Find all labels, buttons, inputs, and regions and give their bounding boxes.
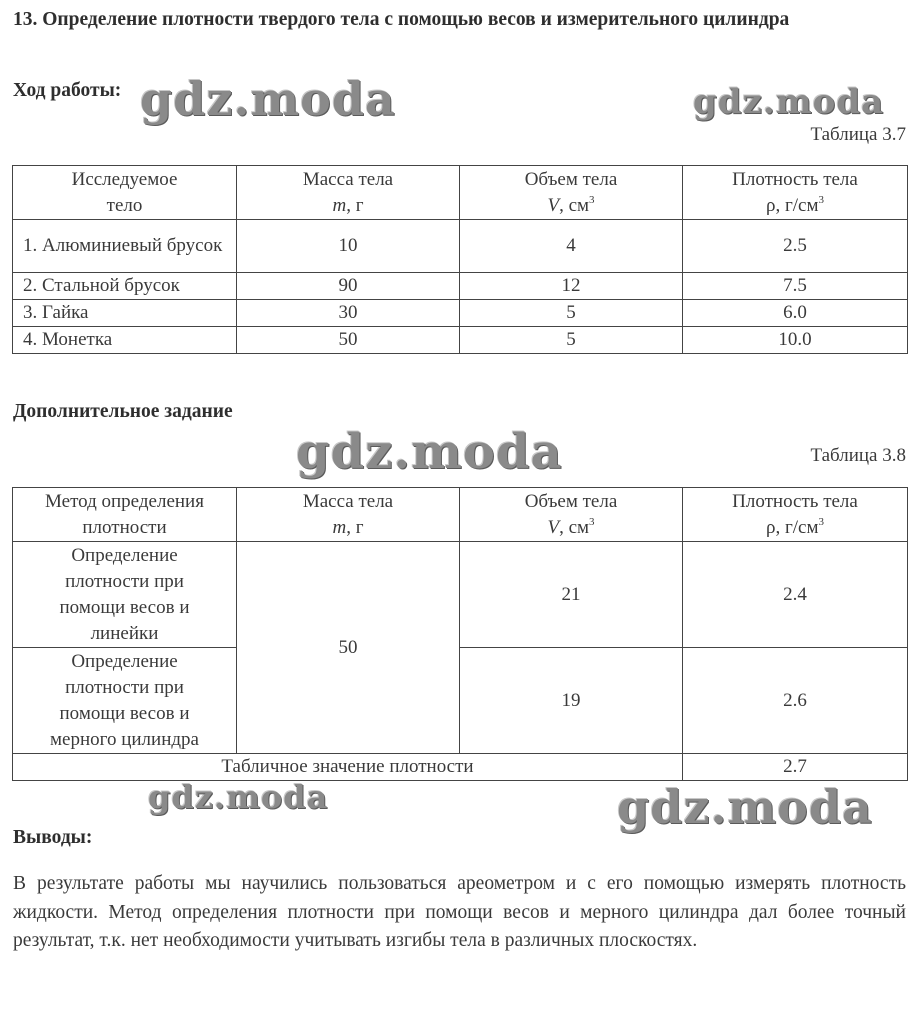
density-value: 10.0 [683, 327, 908, 354]
object-name: 2. Стальной брусок [13, 273, 237, 300]
volume-value: 5 [460, 327, 683, 354]
page-title: 13. Определение плотности твердого тела с помощью весов и измерительного цилиндра [13, 9, 790, 30]
watermark-1: gdz.moda [140, 72, 396, 126]
table-row [13, 273, 908, 300]
table2-caption: Таблица 3.8 [810, 445, 906, 466]
watermark-4: gdz.moda [148, 778, 329, 816]
volume-value: 4 [460, 220, 683, 273]
table2-header-row [13, 488, 908, 542]
table-row [13, 327, 908, 354]
table1-header-object: Исследуемое тело [13, 166, 237, 220]
table-row [13, 648, 908, 754]
watermark-5: gdz.moda [617, 780, 873, 834]
table-3-8 [12, 487, 908, 781]
table-3-7 [12, 165, 908, 354]
table-row [13, 542, 908, 648]
table-row [13, 754, 908, 781]
table2-header-density: Плотность тела ρ, $г/см^3$ [683, 488, 908, 542]
object-name: 1. Алюминиевый брусок [13, 220, 237, 273]
density-value: 2.4 [683, 542, 908, 648]
table2-header-mass: Масса тела m, г [237, 488, 460, 542]
density-value: 6.0 [683, 300, 908, 327]
volume-value: 19 [460, 648, 683, 754]
method-name: Определение плотности при помощи весов и линейки [13, 542, 237, 648]
density-value: 2.5 [683, 220, 908, 273]
table1-header-mass: Масса тела m, г [237, 166, 460, 220]
method-name: Определение плотности при помощи весов и мерного цилиндра [13, 648, 237, 754]
volume-value: 12 [460, 273, 683, 300]
mass-value: 90 [237, 273, 460, 300]
mass-value: 30 [237, 300, 460, 327]
table1-header-row [13, 166, 908, 220]
density-value: 7.5 [683, 273, 908, 300]
object-name: 3. Гайка [13, 300, 237, 327]
table1-header-volume: Объем тела V, $см^3$ [460, 166, 683, 220]
extra-task-heading: Дополнительное задание [13, 401, 233, 422]
conclusions-text: В результате работы мы научились пользоваться ареометром и с его помощью измерять плотность жидкости. Метод определения плотности при помощи весов и мерного цилиндра дал более точный результат, т.к. нет необходимости учитывать изгибы тела в различных плоскостях. [13, 873, 906, 951]
table-value-label: Табличное значение плотности [13, 754, 683, 781]
volume-value: 21 [460, 542, 683, 648]
table-value: 2.7 [683, 754, 908, 781]
table2-header-method: Метод определения плотности [13, 488, 237, 542]
volume-value: 5 [460, 300, 683, 327]
density-value: 2.6 [683, 648, 908, 754]
mass-value: 10 [237, 220, 460, 273]
shared-mass-value: 50 [237, 542, 460, 754]
object-name: 4. Монетка [13, 327, 237, 354]
table-row [13, 300, 908, 327]
table1-caption: Таблица 3.7 [810, 124, 906, 145]
conclusions-heading: Выводы: [13, 827, 93, 848]
watermark-2: gdz.moda [693, 82, 885, 122]
progress-heading: Ход работы: [13, 80, 122, 101]
watermark-3: gdz.moda [296, 424, 563, 480]
table-row [13, 220, 908, 273]
table1-header-density: Плотность тела ρ, $г/см^3$ [683, 166, 908, 220]
mass-value: 50 [237, 327, 460, 354]
table2-header-volume: Объем тела V, $см^3$ [460, 488, 683, 542]
